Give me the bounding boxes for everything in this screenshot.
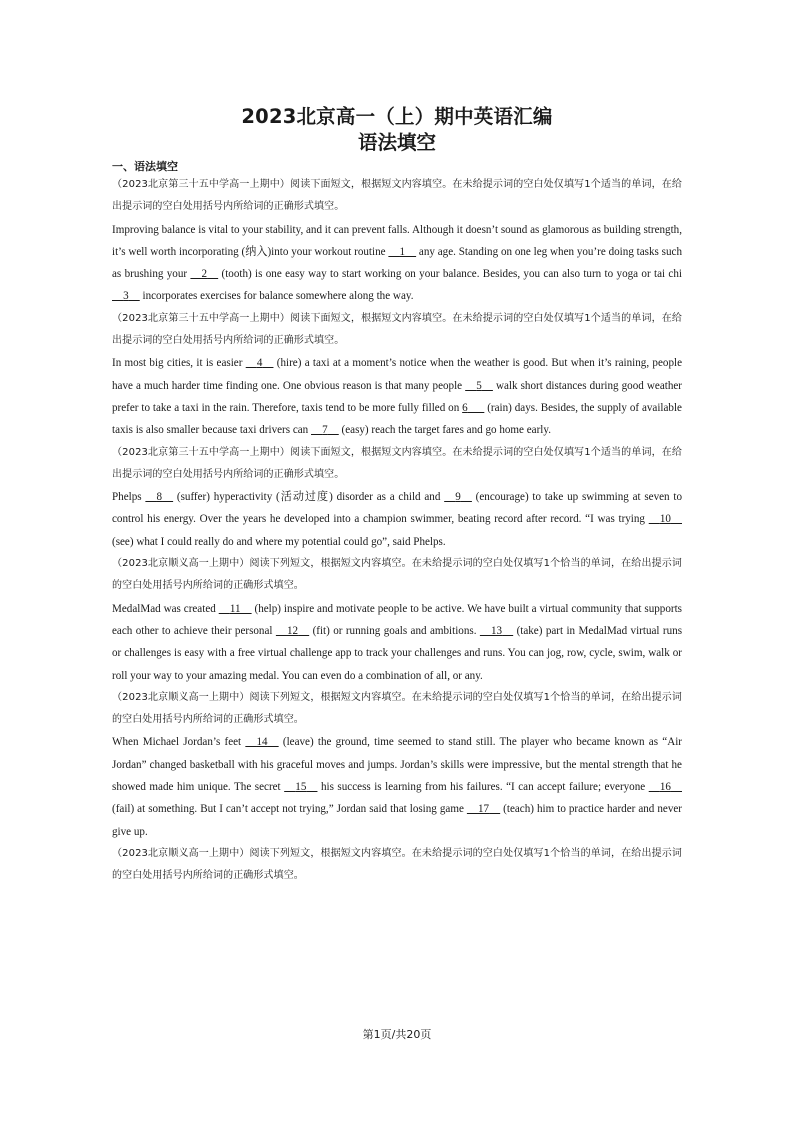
passage-text: (help) inspire and motivate people to be active. We have built a virtual community that supports each other to achieve their personal [112, 602, 682, 637]
passage-text: (rain) days. Besides, the supply of available taxis is also smaller because taxi drivers can [112, 401, 682, 437]
passage-2 [112, 352, 682, 441]
blank-15[interactable]: 15 [295, 781, 307, 794]
blank-14[interactable]: 14 [256, 736, 268, 749]
document-subtitle: 语法填空 [357, 131, 436, 154]
blank-17[interactable]: 17 [477, 803, 490, 816]
blank-9[interactable]: 9 [455, 491, 461, 504]
passage-text: In most big cities, it is easier [112, 357, 246, 370]
passage-text: When Michael Jordan’s feet [112, 736, 246, 749]
page-footer: 第1页/共20页 [362, 1028, 432, 1041]
blank-16[interactable]: 16 [659, 781, 671, 794]
blank-13[interactable]: 13 [490, 624, 503, 637]
passage-text: walk short distances during good weather prefer to take a taxi in the rain. Therefore, taxis tend to be more fully filled on [112, 379, 682, 414]
passage-text: (see) what I could really do and where my potential could go”, said Phelps. [112, 535, 446, 548]
document-title: 2023北京高一（上）期中英语汇编 [241, 105, 553, 128]
instruction-5: （2023北京顺义高一上期中）阅读下列短文，根据短文内容填空。在未给提示词的空白处仅填写1个恰当的单词，在给出提示词的空白处用括号内所给词的正确形式填空。 [112, 691, 682, 726]
passage-4 [112, 598, 682, 687]
passage-5 [112, 731, 682, 842]
blank-3[interactable]: 3 [123, 290, 129, 303]
blank-6[interactable]: 6 [462, 401, 468, 414]
section-heading: 一、语法填空 [112, 160, 178, 173]
passage-text: Phelps [112, 491, 146, 504]
passage-text: (take) part in MedalMad virtual runs or challenges is easy with a free virtual challenge app to track your challenges and runs. You can jog, row, cycle, swim, walk or roll your way to your amazing medal. You can even do a combination of all, or any. [112, 624, 683, 682]
passage-text: (leave) the ground, time seemed to stand still. The player who became known as “Air Jordan” changed basketball with his graceful moves and jumps. Jordan’s skills were impressive, but the mental strength that he showed made him unique. The secret [112, 736, 682, 794]
passage-text: (hire) a taxi at a moment’s notice when the weather is good. But when it’s raining, people have a much harder time finding one. One obvious reason is that many people [112, 357, 682, 392]
blank-2[interactable]: 2 [201, 268, 208, 281]
blank-8[interactable]: 8 [156, 491, 163, 504]
blank-12[interactable]: 12 [286, 624, 299, 637]
passage-text: (encourage) to take up swimming at seven to control his energy. Over the years he developed into a champion swimmer, beating record after record. “I was trying [112, 491, 683, 526]
passage-text: (tooth) is one easy way to start working on your balance. Besides, you can also turn to yoga or tai chi [218, 268, 682, 281]
blank-7[interactable]: 7 [322, 424, 328, 437]
passage-text: (teach) him to practice harder and never give up. [112, 803, 682, 838]
instruction-3: （2023北京第三十五中学高一上期中）阅读下面短文，根据短文内容填空。在未给提示词的空白处仅填写1个适当的单词，在给出提示词的空白处用括号内所给词的正确形式填空。 [112, 446, 682, 480]
passage-text: Improving balance is vital to your stability, and it can prevent falls. Although it doesn’t sound as glamorous as building strength, it’s well worth incorporating (纳入)into your workout routine [112, 223, 683, 258]
passage-text: (easy) reach the target fares and go home early. [338, 424, 551, 437]
instruction-4: （2023北京顺义高一上期中）阅读下列短文，根据短文内容填空。在未给提示词的空白处仅填写1个恰当的单词，在给出提示词的空白处用括号内所给词的正确形式填空。 [112, 558, 682, 592]
passage-text: (suffer) hyperactivity (活动过度) disorder as a child and [173, 491, 445, 504]
passage-text: (fail) at something. But I can’t accept not trying,” Jordan said that losing game [112, 803, 467, 816]
passage-text: MedalMad was created [112, 602, 219, 615]
blank-11[interactable]: 11 [229, 602, 241, 615]
instruction-2: （2023北京第三十五中学高一上期中）阅读下面短文，根据短文内容填空。在未给提示词的空白处仅填写1个适当的单词，在给出提示词的空白处用括号内所给词的正确形式填空。 [112, 312, 682, 347]
blank-1[interactable]: 1 [399, 245, 406, 258]
instruction-6: （2023北京顺义高一上期中）阅读下列短文，根据短文内容填空。在未给提示词的空白处仅填写1个恰当的单词，在给出提示词的空白处用括号内所给词的正确形式填空。 [112, 847, 682, 882]
passage-text: any age. Standing on one leg when you’re doing tasks such as brushing your [112, 245, 682, 281]
passage-text: incorporates exercises for balance somewhere along the way. [139, 290, 414, 303]
passage-text: his success is learning from his failures. “I can accept failure; everyone [317, 781, 649, 794]
blank-4[interactable]: 4 [256, 357, 263, 370]
instruction-1: （2023北京第三十五中学高一上期中）阅读下面短文，根据短文内容填空。在未给提示词的空白处仅填写1个适当的单词，在给出提示词的空白处用括号内所给词的正确形式填空。 [112, 179, 682, 213]
passage-text: (fit) or running goals and ambitions. [309, 624, 480, 637]
blank-5[interactable]: 5 [476, 379, 482, 392]
passage-1 [112, 219, 682, 308]
passage-3 [112, 486, 682, 553]
blank-10[interactable]: 10 [659, 513, 671, 526]
